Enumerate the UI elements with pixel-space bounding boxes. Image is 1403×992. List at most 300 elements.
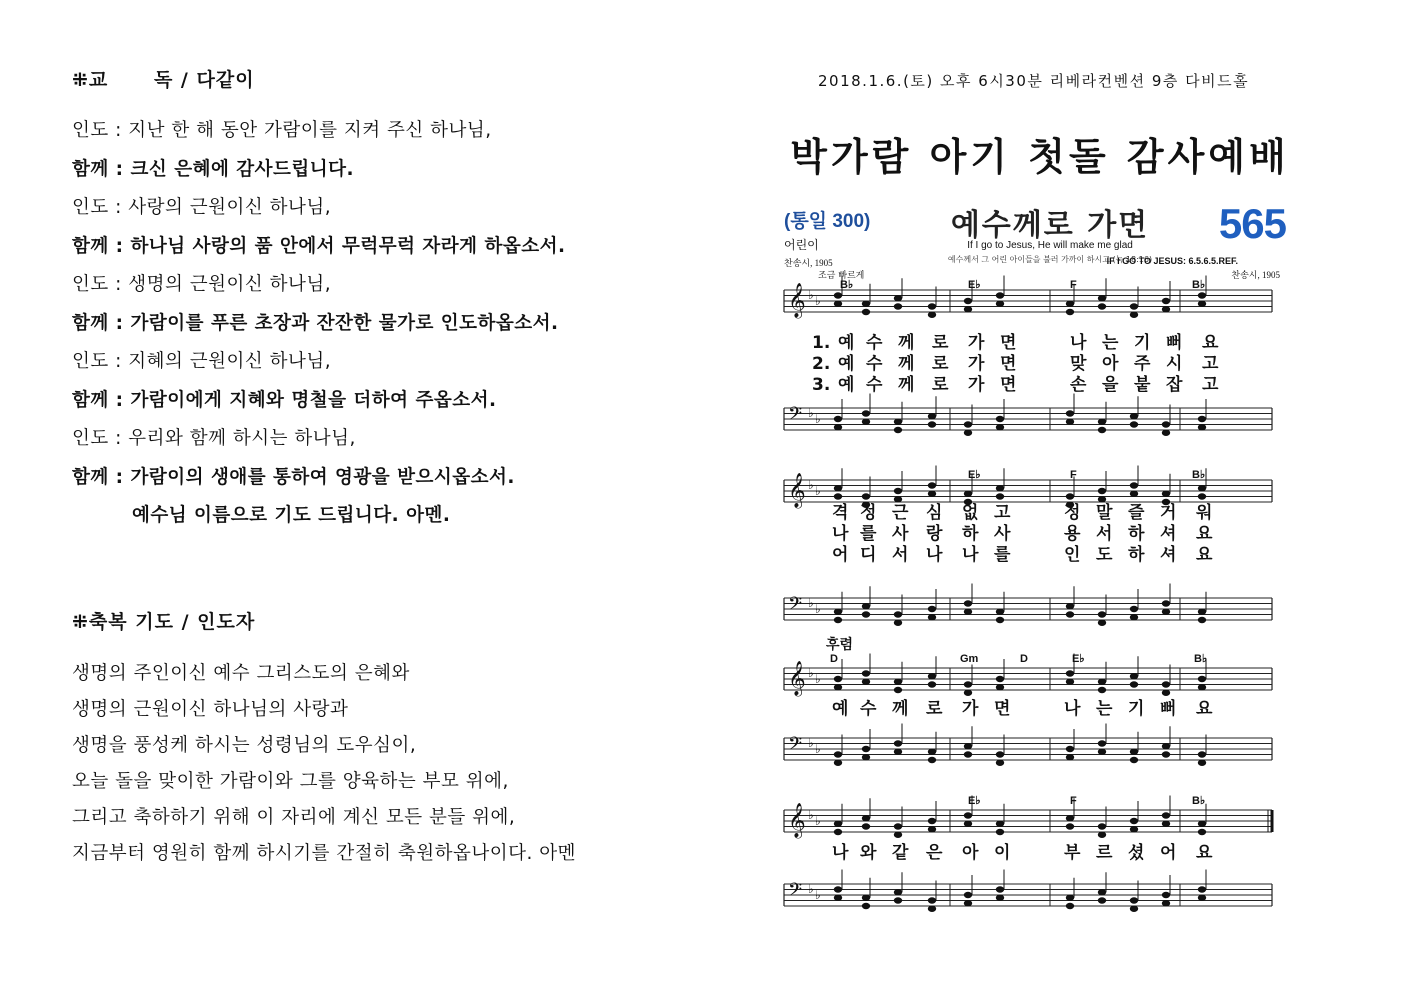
- lyric-syllable: 면: [1000, 333, 1017, 353]
- lyric-syllable: 와: [860, 843, 877, 863]
- note-head: [834, 609, 842, 615]
- key-signature-flat: ♭: [808, 882, 814, 896]
- blessing-line: 생명의 주인이신 예수 그리스도의 은혜와: [72, 663, 410, 684]
- hymn-refrain-label: 후렴: [826, 637, 854, 653]
- note-head: [1162, 900, 1170, 906]
- note-head: [996, 829, 1004, 835]
- blessing-line: 생명의 근원이신 하나님의 사랑과: [72, 699, 349, 720]
- note-head: [996, 301, 1004, 307]
- lyric-syllable: 셔: [1160, 545, 1177, 565]
- lyric-syllable: 로: [932, 333, 949, 353]
- note-head: [928, 482, 936, 488]
- note-head: [894, 897, 902, 903]
- lyric-syllable: 정: [860, 503, 877, 523]
- chord-symbol: B♭: [1192, 795, 1206, 807]
- key-signature-flat: ♭: [808, 666, 814, 680]
- note-head: [928, 673, 936, 679]
- note-head: [1198, 760, 1206, 766]
- note-head: [1162, 430, 1170, 436]
- verse-number: 3.: [812, 375, 831, 395]
- hymn-number: 565: [1218, 200, 1286, 247]
- note-head: [894, 496, 902, 502]
- note-head: [862, 746, 870, 752]
- treble-clef: 𝄞: [788, 661, 806, 696]
- hymn-score: [780, 198, 1288, 918]
- note-head: [1066, 895, 1074, 901]
- responsive-reading-heading: ⁜교 독 / 다같이: [72, 69, 255, 91]
- chord-symbol: D: [830, 653, 838, 665]
- key-signature-flat: ♭: [815, 602, 821, 616]
- note-head: [964, 751, 972, 757]
- note-head: [1162, 298, 1170, 304]
- note-head: [928, 491, 936, 497]
- note-head: [894, 427, 902, 433]
- note-head: [1130, 826, 1138, 832]
- treble-clef: 𝄞: [788, 803, 806, 838]
- key-signature-flat: ♭: [815, 484, 821, 498]
- note-head: [1162, 600, 1170, 606]
- note-head: [1198, 684, 1206, 690]
- hymn-tempo: 조금 빠르게: [818, 271, 865, 281]
- note-head: [834, 751, 842, 757]
- note-head: [1198, 485, 1206, 491]
- note-head: [894, 679, 902, 685]
- note-head: [964, 892, 972, 898]
- note-head: [1066, 611, 1074, 617]
- lyric-syllable: 서: [1096, 524, 1113, 544]
- note-head: [834, 493, 842, 499]
- note-head: [862, 309, 870, 315]
- note-head: [862, 895, 870, 901]
- note-head: [1198, 301, 1206, 307]
- blessing-lines: [72, 656, 576, 872]
- lyric-syllable: 을: [1102, 375, 1119, 395]
- note-head: [1098, 897, 1106, 903]
- lyric-syllable: 나: [1070, 333, 1087, 353]
- note-head: [964, 900, 972, 906]
- lyric-syllable: 요: [1196, 843, 1213, 863]
- hymn-verse-reference: 예수께서 그 어린 아이들을 불러 가까이 하시고 (눅 18:16): [947, 255, 1153, 264]
- note-head: [1162, 743, 1170, 749]
- blessing-line: 생명을 풍성케 하시는 성령님의 도우심이,: [72, 735, 417, 756]
- note-head: [996, 676, 1004, 682]
- note-head: [1098, 889, 1106, 895]
- note-head: [1130, 897, 1138, 903]
- lyric-syllable: 붙: [1134, 375, 1151, 395]
- chord-symbol: E♭: [968, 469, 981, 481]
- note-head: [1162, 609, 1170, 615]
- note-head: [1162, 690, 1170, 696]
- responsive-reading-lines: [72, 112, 712, 536]
- reading-line: 함께 : 가람이의 생애를 통하여 영광을 받으시옵소서.: [72, 466, 515, 488]
- note-head: [996, 751, 1004, 757]
- note-head: [1066, 815, 1074, 821]
- note-head: [834, 684, 842, 690]
- note-head: [928, 421, 936, 427]
- note-head: [928, 303, 936, 309]
- note-head: [862, 823, 870, 829]
- main-title: 박가람 아기 첫돌 감사예배: [790, 135, 1290, 179]
- note-head: [928, 606, 936, 612]
- note-head: [1198, 617, 1206, 623]
- note-head: [862, 603, 870, 609]
- hymn-tongil-number: (통일 300): [784, 211, 871, 232]
- chord-symbol: F: [1070, 469, 1077, 481]
- note-head: [996, 760, 1004, 766]
- lyric-syllable: 서: [892, 545, 909, 565]
- note-head: [834, 301, 842, 307]
- lyric-syllable: 은: [926, 843, 943, 863]
- lyric-syllable: 거: [1160, 503, 1177, 523]
- lyric-syllable: 께: [892, 699, 909, 719]
- lyric-syllable: 아: [962, 843, 979, 863]
- note-head: [1098, 303, 1106, 309]
- reading-line: 예수님 이름으로 기도 드립니다. 아멘.: [132, 505, 451, 526]
- note-head: [996, 609, 1004, 615]
- key-signature-flat: ♭: [808, 406, 814, 420]
- lyric-syllable: 셨: [1128, 843, 1145, 863]
- note-head: [996, 424, 1004, 430]
- lyric-syllable: 수: [866, 333, 883, 353]
- note-head: [996, 416, 1004, 422]
- note-head: [996, 617, 1004, 623]
- key-signature-flat: ♭: [815, 412, 821, 426]
- note-head: [1066, 603, 1074, 609]
- note-head: [1198, 886, 1206, 892]
- lyric-syllable: 고: [1202, 354, 1219, 374]
- note-head: [1066, 903, 1074, 909]
- chord-symbol: B♭: [1192, 469, 1206, 481]
- note-head: [1130, 606, 1138, 612]
- note-head: [1162, 421, 1170, 427]
- note-head: [894, 620, 902, 626]
- note-head: [1130, 818, 1138, 824]
- treble-clef: 𝄞: [788, 283, 806, 318]
- chord-symbol: F: [1070, 795, 1077, 807]
- note-head: [834, 617, 842, 623]
- verse-number: 2.: [812, 354, 831, 374]
- lyric-syllable: 는: [1096, 699, 1113, 719]
- note-head: [1098, 427, 1106, 433]
- note-head: [862, 903, 870, 909]
- treble-clef: 𝄞: [788, 473, 806, 508]
- note-head: [996, 895, 1004, 901]
- note-head: [1098, 611, 1106, 617]
- blessing-heading: ⁜축복 기도 / 인도자: [72, 611, 256, 633]
- lyric-syllable: 도: [1096, 545, 1113, 565]
- note-head: [928, 413, 936, 419]
- note-head: [834, 485, 842, 491]
- hymn-category: 어린이: [784, 238, 819, 252]
- lyric-syllable: 랑: [926, 524, 943, 544]
- note-head: [964, 421, 972, 427]
- note-head: [894, 303, 902, 309]
- note-head: [894, 611, 902, 617]
- lyric-syllable: 인: [1064, 545, 1081, 565]
- note-head: [834, 416, 842, 422]
- lyric-syllable: 가: [968, 354, 985, 374]
- note-head: [1098, 620, 1106, 626]
- reading-line: 인도 : 지혜의 근원이신 하나님,: [72, 351, 332, 372]
- chord-symbol: B♭: [1192, 279, 1206, 291]
- note-head: [996, 684, 1004, 690]
- note-head: [894, 889, 902, 895]
- note-head: [1066, 746, 1074, 752]
- chord-symbol: B♭: [1194, 653, 1208, 665]
- note-head: [834, 424, 842, 430]
- lyric-syllable: 께: [898, 354, 915, 374]
- lyric-syllable: 나: [832, 524, 849, 544]
- note-head: [1066, 493, 1074, 499]
- reading-line: 함께 : 가람이를 푸른 초장과 잔잔한 물가로 인도하옵소서.: [72, 312, 559, 334]
- lyric-syllable: 정: [1064, 503, 1081, 523]
- lyric-syllable: 예: [838, 333, 855, 353]
- note-head: [1130, 421, 1138, 427]
- note-head: [1198, 493, 1206, 499]
- note-head: [894, 687, 902, 693]
- lyric-syllable: 로: [932, 354, 949, 374]
- note-head: [1162, 681, 1170, 687]
- lyric-syllable: 께: [898, 375, 915, 395]
- note-head: [1130, 673, 1138, 679]
- note-head: [1198, 424, 1206, 430]
- key-signature-flat: ♭: [808, 478, 814, 492]
- note-head: [894, 295, 902, 301]
- lyric-syllable: 뻐: [1160, 699, 1177, 719]
- note-head: [1066, 670, 1074, 676]
- chord-symbol: D: [1020, 653, 1028, 665]
- note-head: [1098, 488, 1106, 494]
- note-head: [862, 679, 870, 685]
- lyric-syllable: 하: [962, 524, 979, 544]
- note-head: [928, 681, 936, 687]
- lyric-syllable: 하: [1128, 545, 1145, 565]
- hymn-lyric-credit: 찬송시, 1905: [784, 258, 833, 268]
- hymn-sheet: [780, 198, 1288, 918]
- note-head: [834, 760, 842, 766]
- lyric-syllable: 나: [1064, 699, 1081, 719]
- note-head: [894, 823, 902, 829]
- lyric-syllable: 면: [1000, 354, 1017, 374]
- note-head: [1198, 609, 1206, 615]
- note-head: [1130, 681, 1138, 687]
- lyric-syllable: 면: [1000, 375, 1017, 395]
- note-head: [1066, 419, 1074, 425]
- lyric-syllable: 로: [932, 375, 949, 395]
- lyric-syllable: 수: [866, 354, 883, 374]
- lyric-syllable: 기: [1128, 699, 1145, 719]
- lyric-syllable: 어: [1160, 843, 1177, 863]
- note-head: [964, 609, 972, 615]
- lyric-syllable: 손: [1070, 375, 1087, 395]
- note-head: [1098, 679, 1106, 685]
- key-signature-flat: ♭: [808, 736, 814, 750]
- note-head: [1198, 895, 1206, 901]
- key-signature-flat: ♭: [815, 672, 821, 686]
- responsive-reading-section: [72, 62, 712, 536]
- note-head: [834, 676, 842, 682]
- lyric-syllable: 를: [860, 524, 877, 544]
- lyric-syllable: 나: [962, 545, 979, 565]
- lyric-syllable: 근: [892, 503, 909, 523]
- note-head: [928, 749, 936, 755]
- note-head: [1098, 687, 1106, 693]
- lyric-syllable: 잡: [1166, 375, 1183, 395]
- note-head: [1098, 740, 1106, 746]
- note-head: [1198, 416, 1206, 422]
- lyric-syllable: 나: [832, 843, 849, 863]
- note-head: [862, 419, 870, 425]
- reading-line: 인도 : 생명의 근원이신 하나님,: [72, 274, 332, 295]
- note-head: [1162, 306, 1170, 312]
- blessing-line: 그리고 축하하기 위해 이 자리에 계신 모든 분들 위에,: [72, 807, 516, 828]
- hymn-meter: IF I GO TO JESUS: 6.5.6.5.REF.: [1106, 256, 1238, 266]
- note-head: [1162, 491, 1170, 497]
- chord-symbol: B♭: [840, 279, 854, 291]
- bass-clef: 𝄢: [788, 734, 803, 759]
- note-head: [1066, 754, 1074, 760]
- note-head: [964, 298, 972, 304]
- key-signature-flat: ♭: [808, 596, 814, 610]
- lyric-syllable: 아: [1102, 354, 1119, 374]
- lyric-syllable: 사: [994, 524, 1011, 544]
- lyric-syllable: 는: [1102, 333, 1119, 353]
- note-head: [928, 906, 936, 912]
- note-head: [894, 740, 902, 746]
- blessing-line: 오늘 돌을 맞이한 가람이와 그를 양육하는 부모 위에,: [72, 771, 509, 792]
- note-head: [1130, 757, 1138, 763]
- note-head: [964, 491, 972, 497]
- note-head: [1162, 821, 1170, 827]
- lyric-syllable: 수: [860, 699, 877, 719]
- reading-line: 함께 : 가람이에게 지혜와 명철을 더하여 주옵소서.: [72, 389, 497, 411]
- note-head: [1162, 892, 1170, 898]
- lyric-syllable: 고: [994, 503, 1011, 523]
- note-head: [1098, 496, 1106, 502]
- lyric-syllable: 어: [832, 545, 849, 565]
- lyric-syllable: 주: [1134, 354, 1151, 374]
- note-head: [1098, 749, 1106, 755]
- lyric-syllable: 가: [968, 375, 985, 395]
- note-head: [964, 600, 972, 606]
- note-head: [1066, 309, 1074, 315]
- lyric-syllable: 셔: [1160, 524, 1177, 544]
- lyric-syllable: 하: [1128, 524, 1145, 544]
- lyric-syllable: 기: [1134, 333, 1151, 353]
- note-head: [964, 681, 972, 687]
- lyric-syllable: 디: [860, 545, 877, 565]
- lyric-syllable: 격: [832, 503, 849, 523]
- note-head: [928, 757, 936, 763]
- note-head: [996, 485, 1004, 491]
- lyric-syllable: 요: [1196, 524, 1213, 544]
- note-head: [1130, 749, 1138, 755]
- note-head: [894, 749, 902, 755]
- blessing-line: 지금부터 영원히 함께 하시기를 간절히 축원하옵나이다. 아멘: [72, 843, 576, 864]
- note-head: [862, 611, 870, 617]
- note-head: [1130, 614, 1138, 620]
- reading-line: 인도 : 지난 한 해 동안 가람이를 지켜 주신 하나님,: [72, 120, 492, 141]
- key-signature-flat: ♭: [815, 888, 821, 902]
- hymn-music-credit: 찬송시, 1905: [1231, 270, 1280, 280]
- note-head: [1130, 482, 1138, 488]
- note-head: [928, 826, 936, 832]
- note-head: [1098, 823, 1106, 829]
- note-head: [1066, 410, 1074, 416]
- note-head: [1130, 491, 1138, 497]
- key-signature-flat: ♭: [808, 808, 814, 822]
- lyric-syllable: 말: [1096, 503, 1113, 523]
- note-head: [1130, 312, 1138, 318]
- hymn-english-title: If I go to Jesus, He will make me glad: [967, 240, 1133, 251]
- key-signature-flat: ♭: [815, 294, 821, 308]
- note-head: [862, 670, 870, 676]
- lyric-syllable: 예: [838, 375, 855, 395]
- note-head: [1198, 292, 1206, 298]
- note-head: [996, 292, 1004, 298]
- note-head: [964, 812, 972, 818]
- note-head: [834, 829, 842, 835]
- lyric-syllable: 르: [1096, 843, 1113, 863]
- event-info: 2018.1.6.(토) 오후 6시30분 리베라컨벤션 9층 다비드홀: [818, 72, 1250, 90]
- note-head: [894, 419, 902, 425]
- note-head: [862, 301, 870, 307]
- lyric-syllable: 면: [994, 699, 1011, 719]
- bass-clef: 𝄢: [788, 880, 803, 905]
- chord-symbol: F: [1070, 279, 1077, 291]
- note-head: [928, 897, 936, 903]
- note-head: [862, 410, 870, 416]
- note-head: [1098, 832, 1106, 838]
- note-head: [1162, 812, 1170, 818]
- lyric-syllable: 사: [892, 524, 909, 544]
- bass-clef: 𝄢: [788, 594, 803, 619]
- reading-line: 함께 : 하나님 사랑의 품 안에서 무럭무럭 자라게 하옵소서.: [72, 235, 566, 257]
- reading-line: 인도 : 우리와 함께 하시는 하나님,: [72, 428, 356, 449]
- lyric-syllable: 시: [1166, 354, 1183, 374]
- note-head: [964, 430, 972, 436]
- note-head: [1066, 679, 1074, 685]
- lyric-syllable: 요: [1202, 333, 1219, 353]
- lyric-syllable: 예: [832, 699, 849, 719]
- note-head: [1198, 821, 1206, 827]
- note-head: [1198, 751, 1206, 757]
- note-head: [1066, 301, 1074, 307]
- lyric-syllable: 나: [926, 545, 943, 565]
- lyric-syllable: 부: [1064, 843, 1081, 863]
- key-signature-flat: ♭: [808, 288, 814, 302]
- reading-line: 함께 : 크신 은혜에 감사드립니다.: [72, 158, 355, 180]
- note-head: [862, 493, 870, 499]
- lyric-syllable: 께: [898, 333, 915, 353]
- note-head: [964, 306, 972, 312]
- note-head: [928, 818, 936, 824]
- lyric-syllable: 예: [838, 354, 855, 374]
- note-head: [996, 821, 1004, 827]
- lyric-syllable: 워: [1196, 503, 1213, 523]
- note-head: [1066, 823, 1074, 829]
- note-head: [1130, 413, 1138, 419]
- lyric-syllable: 가: [962, 699, 979, 719]
- lyric-syllable: 가: [968, 333, 985, 353]
- lyric-syllable: 로: [926, 699, 943, 719]
- lyric-syllable: 같: [892, 843, 909, 863]
- note-head: [1130, 906, 1138, 912]
- key-signature-flat: ♭: [815, 814, 821, 828]
- note-head: [1098, 419, 1106, 425]
- note-head: [834, 895, 842, 901]
- note-head: [834, 886, 842, 892]
